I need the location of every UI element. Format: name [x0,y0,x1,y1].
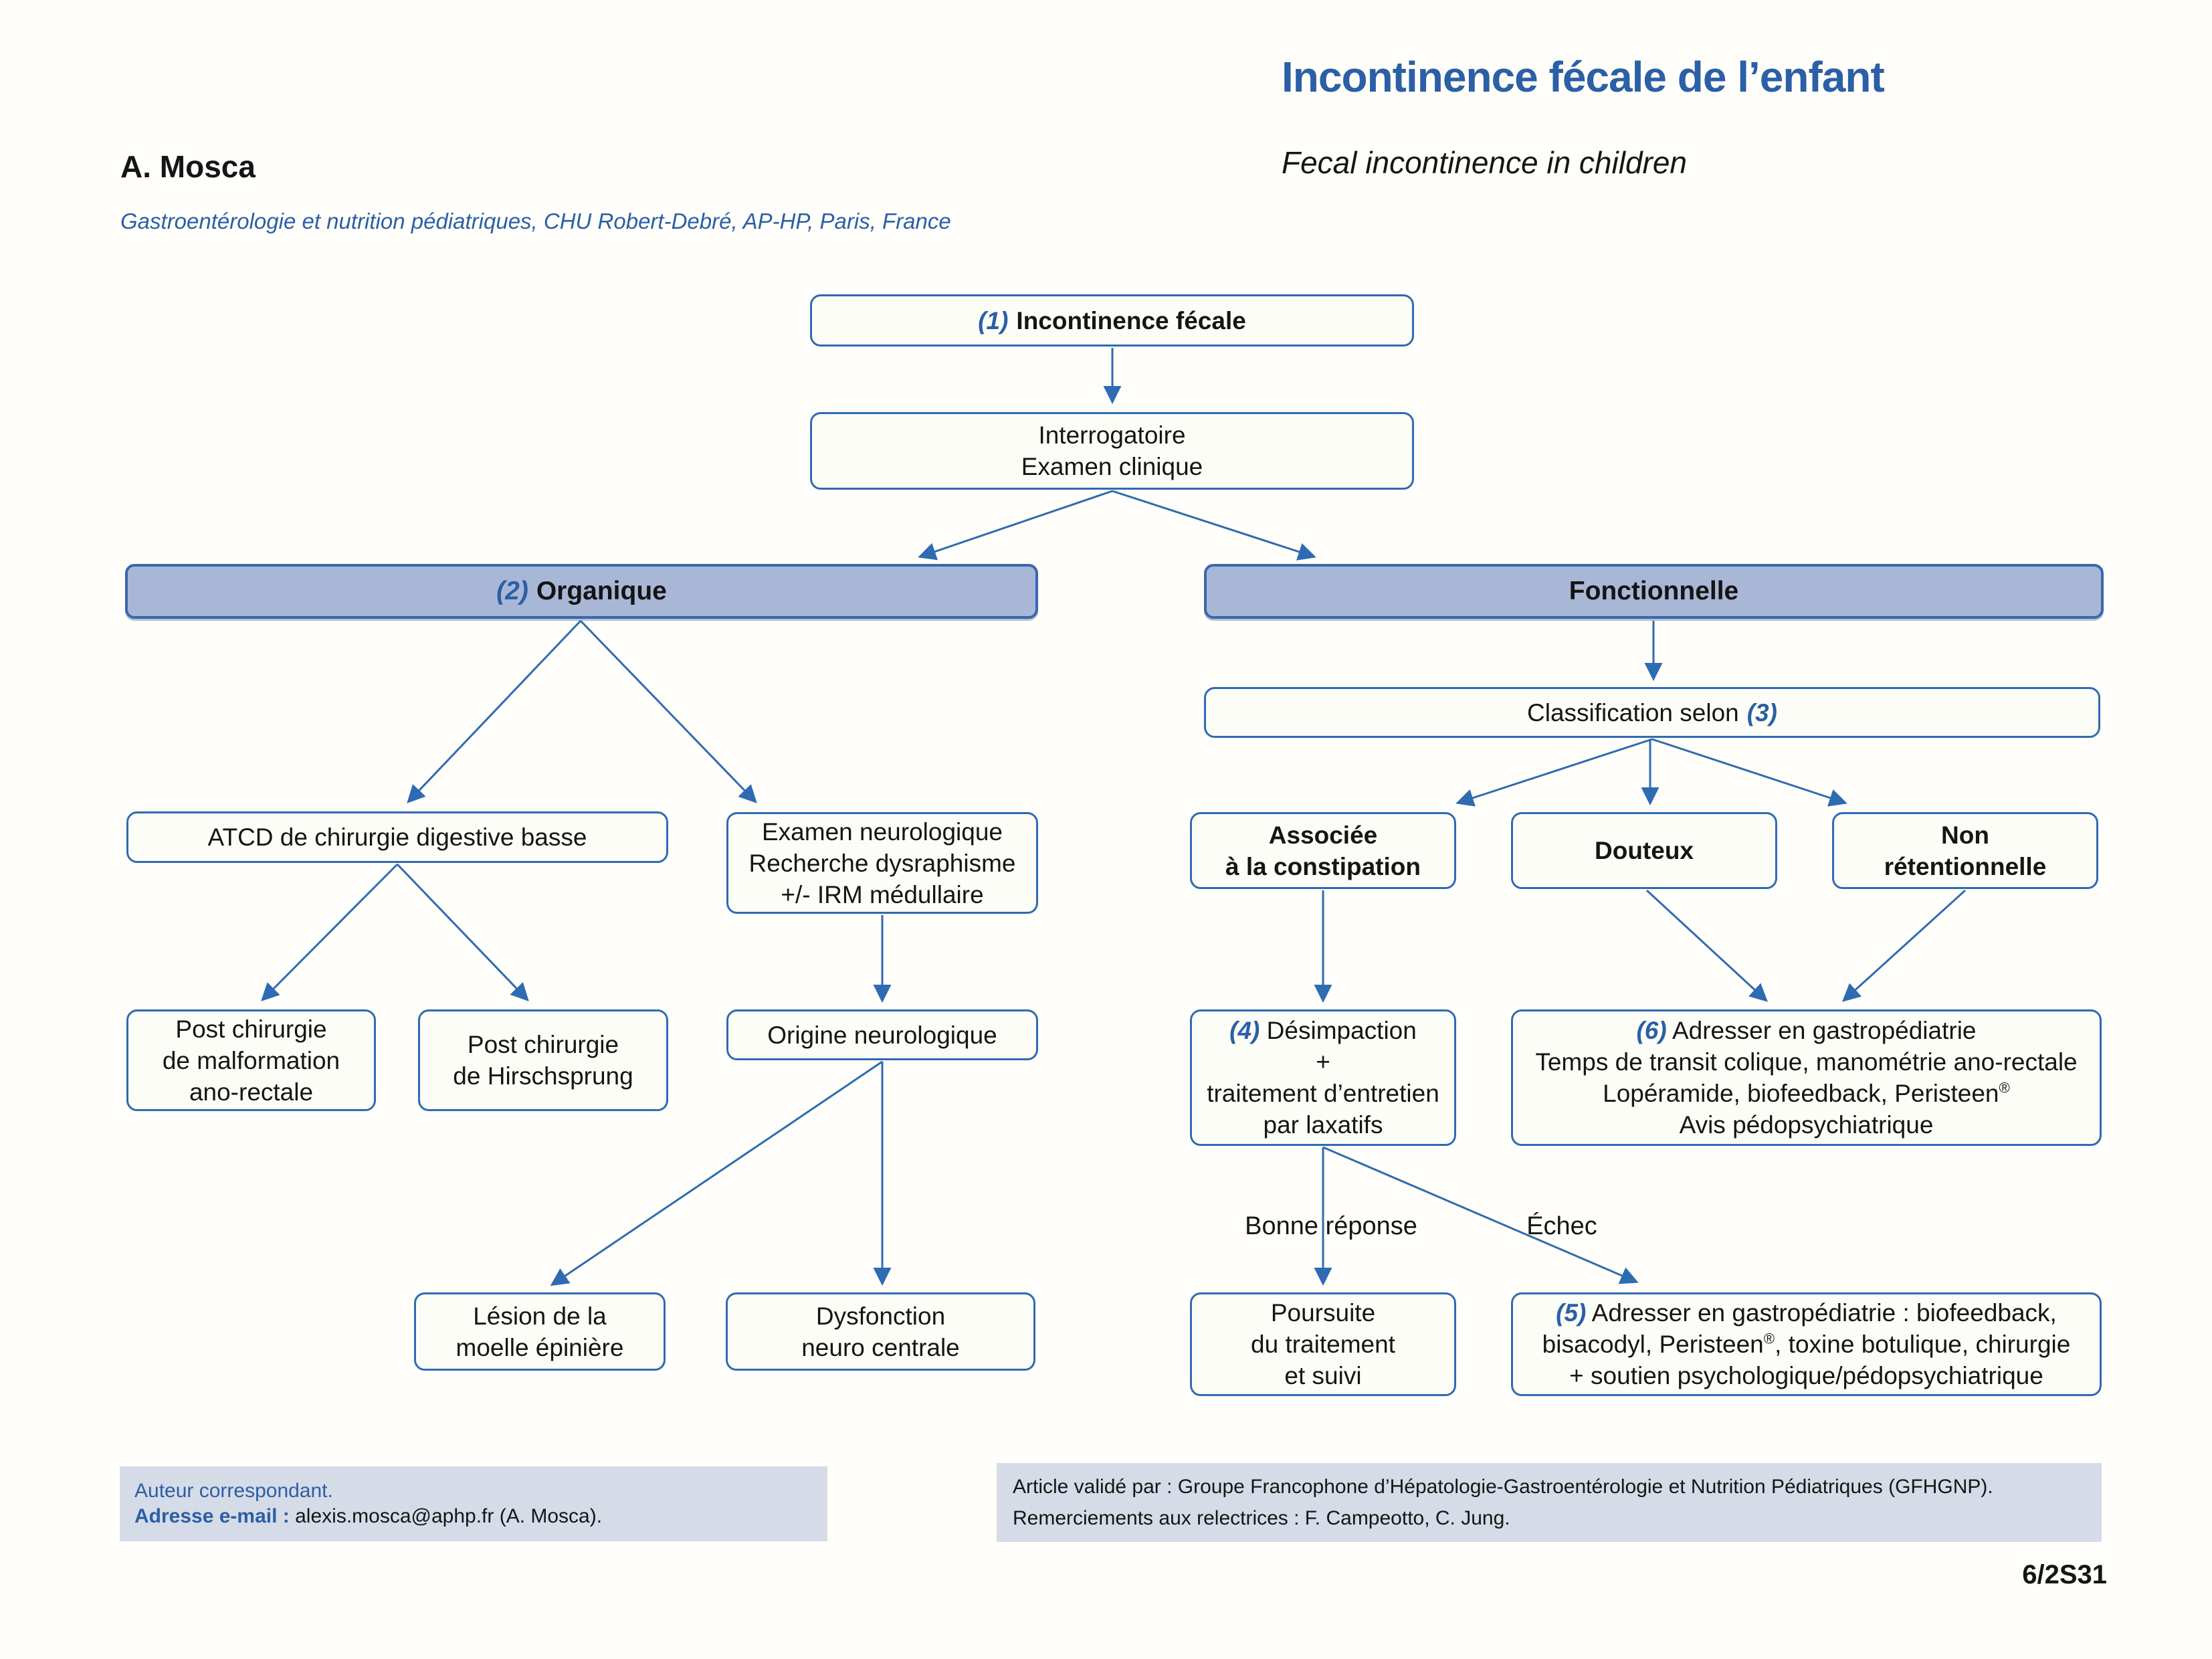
node-line: Dysfonction [815,1302,946,1330]
registered-mark: ® [1763,1330,1775,1347]
node-incontinence-fecale [810,294,1414,347]
page-title: Incontinence fécale de l’enfant [1282,53,1884,101]
author-name: A. Mosca [120,149,256,184]
node-line: Non [1941,821,1989,849]
node-origine-neurologique [726,1009,1038,1060]
page-number: 6/2S31 [2022,1560,2107,1589]
node-line: Adresser en gastropédiatrie [1672,1017,1977,1044]
node-line: Lopéramide, biofeedback, Peristeen [1603,1080,1999,1107]
node-line: Désimpaction [1266,1017,1417,1044]
branch-label: Organique [536,577,667,605]
node-line: Examen clinique [1021,453,1203,480]
node-line: bisacodyl, Peristeen [1542,1331,1764,1358]
node-line: Interrogatoire [1038,421,1186,449]
node-line: Examen neurologique [762,817,1003,846]
edge-label-echec: Échec [1526,1212,1597,1240]
node-examen-neurologique [726,812,1038,914]
node-line: du traitement [1251,1331,1395,1358]
acknowledgement-line: Remerciements aux relectrices : F. Campeotto, C. Jung. [1013,1507,1510,1529]
node-classification [1204,687,2100,738]
step-number-2: (2) [496,577,528,605]
node-associee-constipation [1190,812,1456,889]
node-adresser-gastropediatrie-5 [1511,1292,2102,1396]
node-label: ATCD de chirurgie digestive basse [207,823,587,851]
step-number-6: (6) [1636,1017,1667,1044]
correspondent-footer [120,1466,827,1541]
step-number-3: (3) [1746,698,1777,726]
node-dysfonction-neuro [726,1292,1035,1371]
node-label: Classification selon [1527,698,1739,726]
email-label: Adresse e-mail : [134,1505,290,1527]
page-subtitle: Fecal incontinence in children [1282,145,1688,180]
node-line: Adresser en gastropédiatrie : biofeedback, [1591,1299,2057,1327]
node-line: à la constipation [1225,852,1421,880]
node-line: et suivi [1284,1362,1362,1389]
branch-label: Fonctionnelle [1569,577,1739,605]
registered-mark: ® [1999,1079,2010,1096]
step-number-5: (5) [1556,1299,1587,1327]
node-non-retentionnelle [1832,812,2098,889]
branch-organique [125,564,1038,619]
node-adresser-gastropediatrie-6 [1511,1009,2102,1146]
node-label: Origine neurologique [767,1021,997,1049]
node-line: de Hirschsprung [453,1062,633,1090]
node-post-chirurgie-malformation [126,1009,376,1111]
step-number-1: (1) [978,306,1009,334]
node-line: Poursuite [1270,1299,1376,1327]
node-line: Temps de transit colique, manométrie ano-rectale [1535,1048,2078,1076]
node-line: Post chirurgie [467,1031,619,1058]
node-line: ano-rectale [189,1078,314,1106]
node-line: par laxatifs [1263,1111,1383,1139]
node-line: , toxine botulique, chirurgie [1775,1331,2071,1358]
node-line: Post chirurgie [175,1015,327,1043]
node-line: traitement d’entretien [1207,1080,1439,1107]
node-desimpaction [1190,1009,1456,1146]
node-line: +/- IRM médullaire [781,880,984,908]
node-label: Douteux [1595,837,1694,864]
node-douteux [1511,812,1777,889]
node-line: de malformation [162,1046,340,1074]
correspondent-note: Auteur correspondant. [134,1480,333,1502]
node-line: neuro centrale [801,1333,960,1361]
node-atcd-chirurgie [126,811,668,863]
node-line: Associée [1268,821,1378,849]
node-line: rétentionnelle [1884,852,2047,880]
node-line: Lésion de la [473,1302,607,1330]
validation-footer [997,1463,2102,1542]
author-affiliation: Gastroentérologie et nutrition pédiatriques, CHU Robert-Debré, AP-HP, Paris, France [120,209,951,233]
node-poursuite-traitement [1190,1292,1456,1396]
edge-label-bonne-reponse: Bonne réponse [1245,1212,1417,1240]
node-lesion-moelle [414,1292,666,1371]
node-post-chirurgie-hirschsprung [418,1009,668,1111]
email-line [134,1504,813,1529]
branch-fonctionnelle [1204,564,2104,619]
node-line: moelle épinière [456,1333,624,1361]
validation-line: Article validé par : Groupe Francophone d’Hépatologie-Gastroentérologie et Nutrition Pédiatriques (GFHGNP). [1013,1476,1993,1498]
node-interrogatoire-examen [810,412,1414,490]
step-number-4: (4) [1229,1017,1260,1044]
node-line: + soutien psychologique/pédopsychiatrique [1569,1362,2043,1389]
node-label: Incontinence fécale [1016,306,1246,334]
email-value: alexis.mosca@aphp.fr (A. Mosca). [295,1505,603,1527]
node-line: Avis pédopsychiatrique [1679,1111,1934,1139]
node-line: Recherche dysraphisme [748,849,1016,877]
node-line: + [1316,1048,1330,1076]
